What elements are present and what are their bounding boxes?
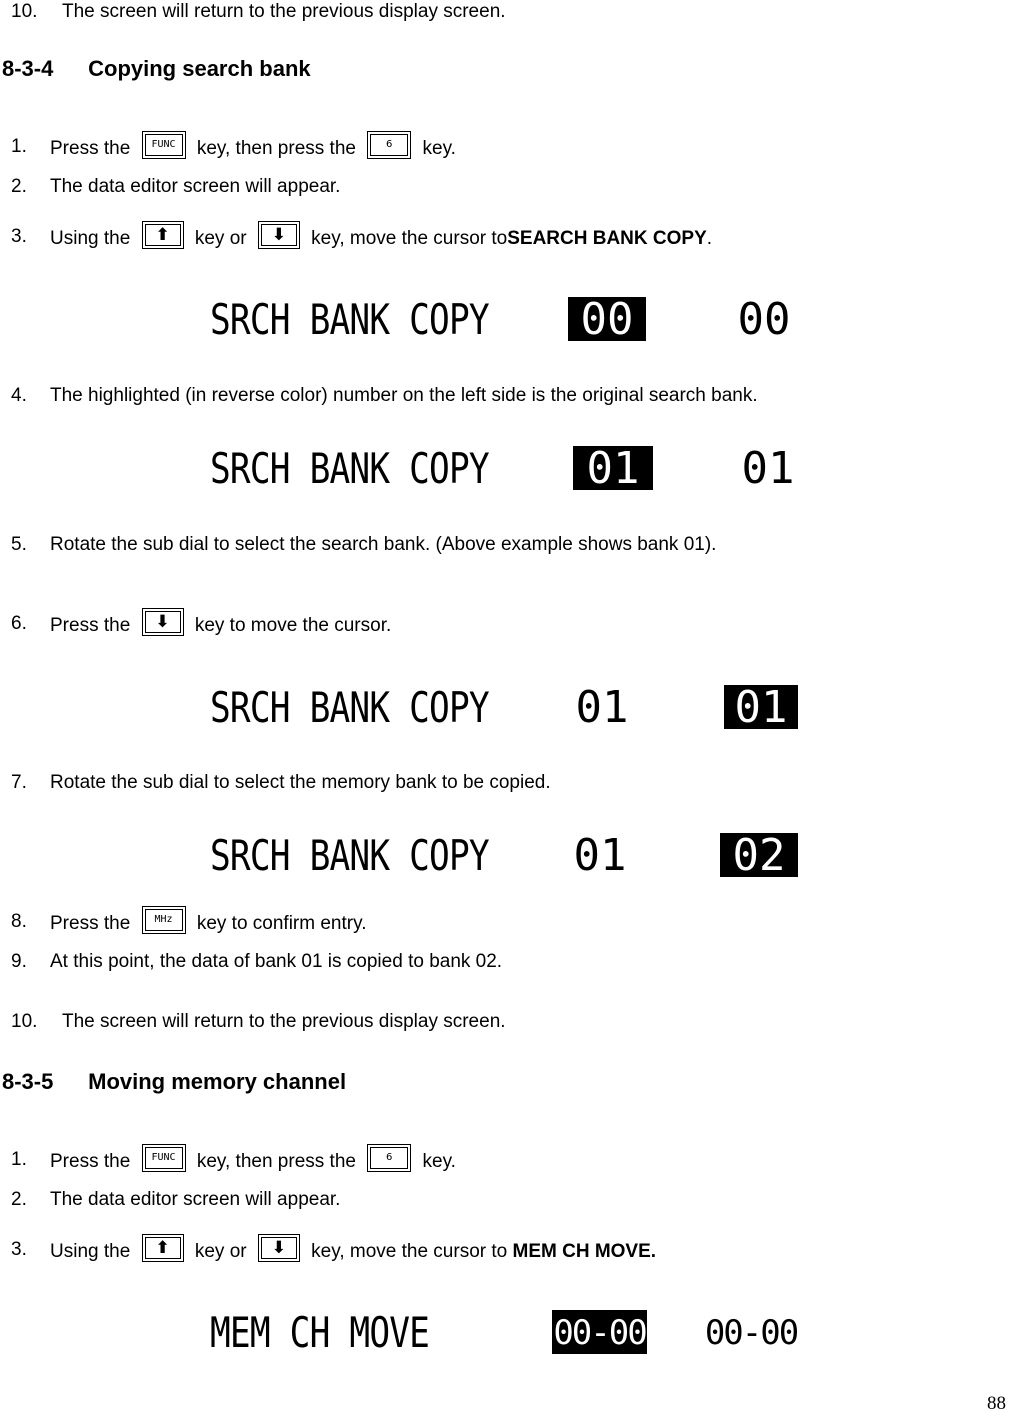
page-number: 88 — [987, 1393, 1006, 1414]
step-text — [50, 612, 391, 640]
text: key. — [422, 1151, 456, 1173]
text: Press the — [50, 913, 131, 935]
lcd-source-bank: 01 — [573, 446, 653, 490]
lcd-label: SRCH BANK COPY — [210, 683, 489, 732]
lcd-source-bank: 01 — [575, 682, 629, 733]
func-key-icon: FUNC — [142, 131, 186, 159]
lcd-target-bank: 01 — [724, 685, 798, 729]
step-number: 3. — [11, 226, 27, 247]
lcd-source-bank: 00 — [568, 297, 646, 341]
step-text: The data editor screen will appear. — [50, 1189, 341, 1210]
step-number: 8. — [11, 911, 27, 932]
lcd-source-bank: 01 — [573, 830, 627, 881]
text: . — [706, 228, 713, 250]
text: key or — [194, 228, 247, 250]
text: key, then press the — [196, 1151, 356, 1173]
lcd-target-bank: 01 — [741, 443, 795, 494]
lcd-label: SRCH BANK COPY — [210, 831, 489, 880]
step-text — [50, 1238, 656, 1266]
lcd-source-channel: 00-00 — [552, 1310, 647, 1354]
step-text: Rotate the sub dial to select the memory bank to be copied. — [50, 772, 551, 793]
lcd-label: MEM CH MOVE — [210, 1308, 430, 1357]
lcd-display-5 — [0, 1310, 1011, 1358]
section-title: Copying search bank — [88, 56, 311, 81]
step-number: 1. — [11, 1149, 27, 1170]
text: SEARCH BANK COPY — [507, 228, 707, 250]
step-number: 4. — [11, 385, 27, 406]
step-text: At this point, the data of bank 01 is copied to bank 02. — [50, 951, 503, 972]
text: key, move the cursor to — [311, 228, 508, 250]
step-number: 9. — [11, 951, 27, 972]
text: Press the — [50, 138, 131, 160]
step-number: 6. — [11, 613, 27, 634]
section-heading-copying-search-bank — [2, 56, 311, 82]
text: Press the — [50, 615, 131, 637]
step-number: 5. — [11, 534, 27, 555]
lcd-display-1 — [0, 294, 1011, 345]
step-number: 10. — [11, 1, 38, 22]
text: key to move the cursor. — [194, 615, 392, 637]
step-number: 3. — [11, 1239, 27, 1260]
text: MEM CH MOVE. — [512, 1241, 657, 1263]
step-text — [50, 1148, 456, 1176]
step-text: The data editor screen will appear. — [50, 176, 341, 197]
lcd-target-bank: 02 — [720, 833, 798, 877]
section-title: Moving memory channel — [88, 1069, 347, 1094]
down-arrow-key-icon: ⬇ — [142, 608, 184, 636]
step-text: Rotate the sub dial to select the search bank. (Above example shows bank 01). — [50, 534, 717, 555]
step-number: 7. — [11, 772, 27, 793]
text: Using the — [50, 228, 131, 250]
step-number: 2. — [11, 1189, 27, 1210]
down-arrow-key-icon: ⬇ — [258, 221, 300, 249]
text: Press the — [50, 1151, 131, 1173]
step-number: 10. — [11, 1011, 38, 1032]
step-number: 2. — [11, 176, 27, 197]
step-text: The highlighted (in reverse color) number on the left side is the original search bank. — [50, 385, 758, 406]
lcd-display-3 — [0, 682, 1011, 733]
text: key, move the cursor to — [311, 1241, 508, 1263]
step-text — [50, 135, 456, 163]
text: key to confirm entry. — [196, 913, 367, 935]
lcd-target-channel: 00-00 — [704, 1313, 798, 1353]
text: key, then press the — [196, 138, 356, 160]
section-number: 8-3-4 — [2, 56, 54, 81]
up-arrow-key-icon: ⬆ — [142, 221, 184, 249]
text: key. — [422, 138, 456, 160]
step-number: 1. — [11, 136, 27, 157]
lcd-label: SRCH BANK COPY — [210, 444, 489, 493]
six-key-icon: 6 — [367, 131, 411, 159]
step-text — [50, 910, 366, 938]
lcd-display-2 — [0, 443, 1011, 494]
lcd-display-4 — [0, 830, 1011, 881]
lcd-target-bank: 00 — [737, 294, 791, 345]
step-text: The screen will return to the previous display screen. — [62, 1, 506, 22]
step-text — [50, 225, 712, 253]
six-key-icon: 6 — [367, 1144, 411, 1172]
section-heading-moving-memory-channel — [2, 1069, 346, 1095]
step-text: The screen will return to the previous display screen. — [62, 1011, 506, 1032]
lcd-label: SRCH BANK COPY — [210, 295, 489, 344]
down-arrow-key-icon: ⬇ — [258, 1234, 300, 1262]
mhz-key-icon: MHz — [142, 906, 186, 934]
up-arrow-key-icon: ⬆ — [142, 1234, 184, 1262]
text: key or — [194, 1241, 247, 1263]
section-number: 8-3-5 — [2, 1069, 54, 1094]
func-key-icon: FUNC — [142, 1144, 186, 1172]
text: Using the — [50, 1241, 131, 1263]
